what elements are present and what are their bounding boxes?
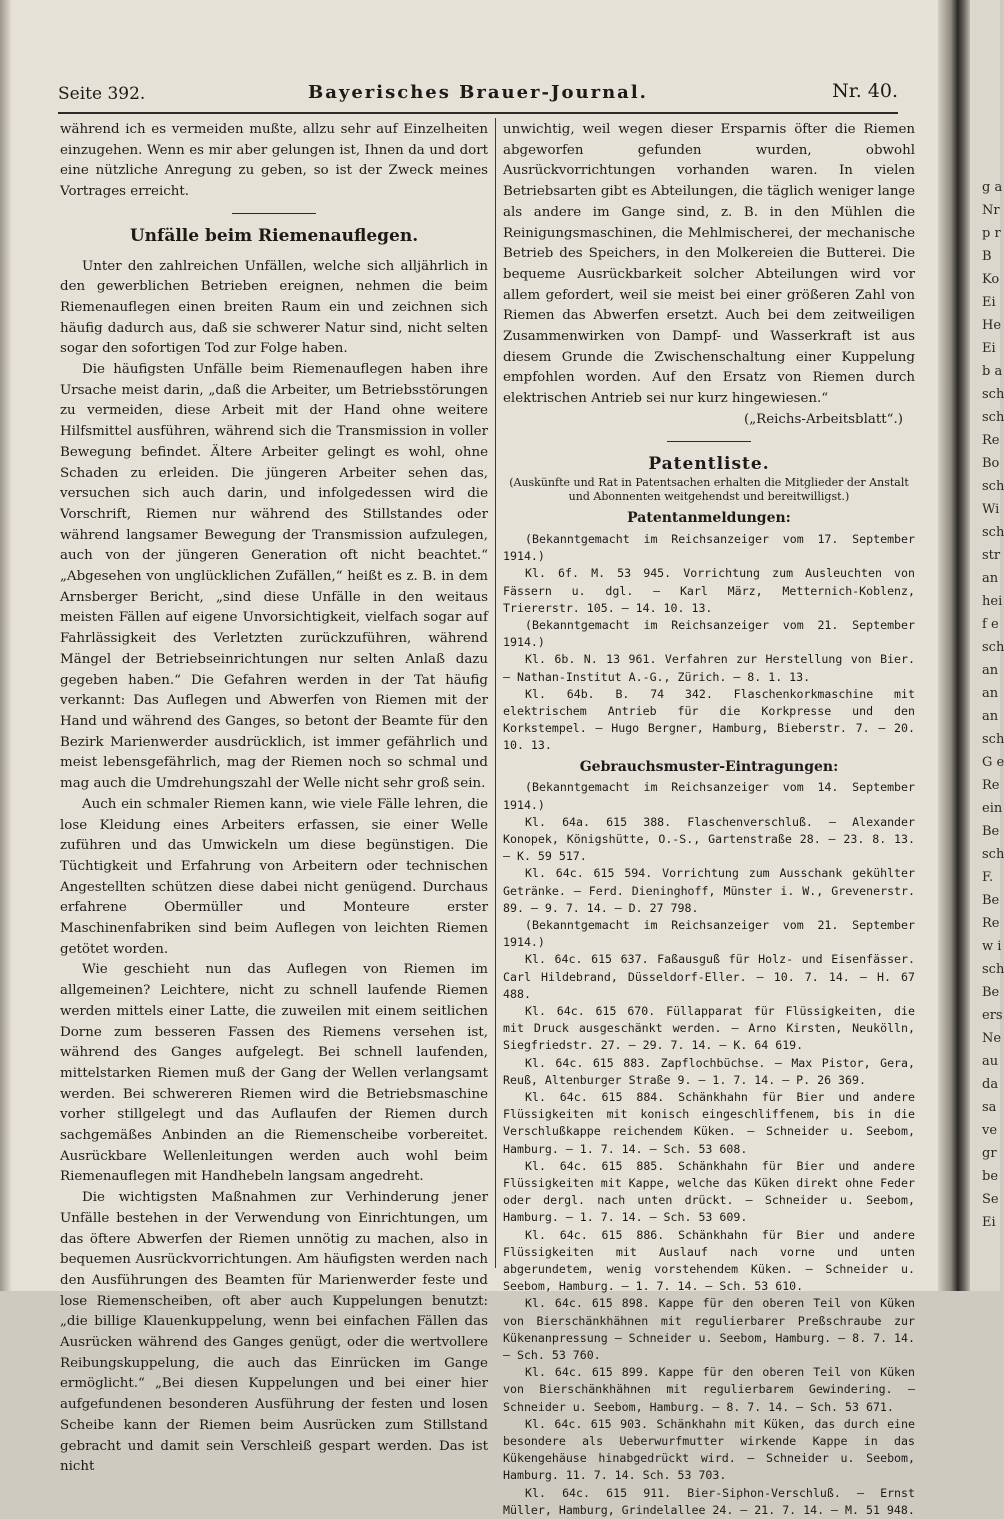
adjacent-page-fragment: B (982, 249, 992, 264)
section-divider (232, 213, 316, 214)
adjacent-page-fragment: p r (982, 226, 1001, 241)
adjacent-page-fragment: gr (982, 1146, 997, 1161)
adjacent-page-fragment: Ne (982, 1031, 1002, 1046)
utility-model-entry: Kl. 64c. 615 899. Kappe für den oberen Teil von Küken von Bierschänkhähnen mit regulierbarem Gewindering. — Schneider u. Seebom, Hamburg. — 8. 7. 14. — Sch. 53 671. (503, 1365, 915, 1414)
page-number: Seite 392. (58, 84, 146, 104)
announcement-line: (Bekanntgemacht im Reichsanzeiger vom 17. September 1914.) (503, 531, 915, 564)
adjacent-page-fragment: Re (982, 778, 1000, 793)
adjacent-page-fragment: Se (982, 1192, 999, 1207)
patent-list-note: (Auskünfte und Rat in Patentsachen erhalten die Mitglieder der Anstalt und Abonnenten weitgehendst und bereitwilligst.) (509, 476, 909, 504)
adjacent-page-fragment: an (982, 663, 999, 678)
utility-model-entry: Kl. 64c. 615 911. Bier-Siphon-Verschluß. — Ernst Müller, Hamburg, Grindelallee 24. — 21. 7. 14. — M. 51 948. (503, 1485, 915, 1517)
adjacent-page-fragment: g a (982, 180, 1003, 195)
article-paragraph: Auch ein schmaler Riemen kann, wie viele Fälle lehren, die lose Kleidung eines Arbeiters erfassen, sie einer Welle zuführen und das Umwickeln um diese begünstigen. Die Tüchtigkeit und Erfahrung von Arbeitern oder technischen Angestellten schützen diese dabei nicht genügend. Durchaus erfahrene Obermüller und Monteure erster Maschinenfabriken sind beim Auflegen von leichten Riemen getötet worden. (60, 796, 488, 957)
adjacent-page-fragment: sch (982, 479, 1004, 494)
adjacent-page-fragment: sch (982, 847, 1004, 862)
book-gutter (938, 0, 970, 1291)
utility-model-entry: Kl. 64c. 615 903. Schänkhahn mit Küken, das durch eine besondere als Ueberwurfmutter wirkende Kappe in das Kükengehäuse hinabgedrückt wird. — Schneider u. Seebom, Hamburg. 11. 7. 14. Sch. 53 703. (503, 1416, 915, 1483)
adjacent-page-fragment: Re (982, 916, 1000, 931)
adjacent-page-fragment: Be (982, 985, 1000, 1000)
utility-model-entry: Kl. 64c. 615 883. Zapflochbüchse. — Max Pistor, Gera, Reuß, Altenburger Straße 9. — 1. 7. 14. — P. 26 369. (503, 1055, 915, 1087)
adjacent-page-fragment: sch (982, 387, 1004, 402)
adjacent-page-fragment: Ko (982, 272, 1000, 287)
adjacent-page-fragment: da (982, 1077, 999, 1092)
article-paragraph: Wie geschieht nun das Auflegen von Riemen im allgemeinen? Leichtere, nicht zu schnell laufende Riemen werden mittels einer Latte, die zuweilen mit einem seitlichen Dorne zum besseren Fassen des Riemens versehen ist, während des Ganges aufgelegt. Bei schnell laufenden, mittelstarken Riemen muß der Gang der Wellen verlangsamt werden. Bei schwereren Riemen wird die Betriebsmaschine vorher stillgelegt und das Auflaufen der Riemen durch sachgemäßes Anbinden an die Riemenscheibe vorbereitet. Ausrückbare Wellenleitungen werden auch wohl beim Riemenauflegen mit Handhebeln langsam angedreht. (60, 962, 488, 1185)
article-source: („Reichs-Arbeitsblatt“.) (743, 411, 903, 427)
patent-entries (503, 531, 915, 755)
utility-model-entry: Kl. 64c. 615 637. Faßausguß für Holz- und Eisenfässer. Carl Hildebrand, Düsseldorf-Eller. — 10. 7. 14. — H. 67 488. (503, 952, 915, 1001)
adjacent-page-fragment: F. (982, 870, 994, 885)
article-paragraph: Die wichtigsten Maßnahmen zur Verhinderung jener Unfälle bestehen in der Verwendung von Einrichtungen, um das öftere Abwerfen der Riemen unnötig zu machen, also in bequemen Ausrückvorrichtungen. Am häufigsten werden nach den Ausführungen des Beamten für Marienwerder feste und lose Riemenscheiben, oft aber auch Kuppelungen benutzt: „die billige Klauenkuppelung, wenn bei einfachen Fällen das Ausrücken während des Ganges genügt, oder die wertvollere Reibungskuppelung, die auch das Einrücken im Gange ermöglicht.“ „Bei diesen Kuppelungen und bei einer hier aufgefundenen besonderen Ausführung der festen und losen Scheibe kann der Riemen beim Ausrücken zum Stillstand gebracht und damit sein Verschleiß gespart werden. Das ist nicht (60, 1190, 488, 1475)
adjacent-page-fragment: ers (982, 1008, 1003, 1023)
utility-model-entry: Kl. 64c. 615 898. Kappe für den oberen Teil von Küken von Bierschänkhähnen mit regulierbarer Preßschraube zur Kükenanpressung — Schneider u. Seebom, Hamburg. — 8. 7. 14. — Sch. 53 760. (503, 1296, 915, 1362)
adjacent-page-fragment: au (982, 1054, 999, 1069)
adjacent-page-fragment: Be (982, 824, 1000, 839)
adjacent-page-fragment: be (982, 1169, 999, 1184)
adjacent-page-fragment: Ei (982, 341, 996, 356)
utility-model-entry: Kl. 64c. 615 594. Vorrichtung zum Ausschank gekühlter Getränke. — Ferd. Dieninghoff, Münster i. W., Grevenerstr. 89. — 9. 7. 14. — D. 27 798. (503, 866, 915, 915)
adjacent-page-fragment: an (982, 686, 999, 701)
adjacent-page-edge (970, 0, 1004, 1291)
adjacent-page-fragment: hei (982, 594, 1003, 609)
adjacent-page-fragment: Re (982, 433, 1000, 448)
utility-models-heading: Gebrauchsmuster-Eintragungen: (579, 758, 839, 775)
patent-list-title: Patentliste. (648, 453, 770, 474)
adjacent-page-fragment: sch (982, 525, 1004, 540)
section-divider (667, 441, 751, 442)
adjacent-page-fragment: an (982, 571, 999, 586)
journal-title: Bayerisches Brauer-Journal. (308, 82, 648, 103)
adjacent-page-fragment: Bo (982, 456, 1000, 471)
adjacent-page-fragment: Be (982, 893, 1000, 908)
adjacent-page-fragment: Ei (982, 1215, 996, 1230)
page-edge-shadow (0, 0, 12, 1291)
adjacent-page-fragment: He (982, 318, 1002, 333)
patent-entry: Kl. 6b. N. 13 961. Verfahren zur Herstellung von Bier. — Nathan-Institut A.-G., Zürich. — 8. 1. 13. (503, 652, 915, 684)
right-column (503, 120, 915, 1519)
announcement-line: (Bekanntgemacht im Reichsanzeiger vom 14. September 1914.) (503, 780, 915, 812)
adjacent-page-fragment: ve (982, 1123, 998, 1138)
adjacent-page-fragment: ein (982, 801, 1003, 816)
adjacent-page-fragment: sch (982, 732, 1004, 747)
announcement-line: (Bekanntgemacht im Reichsanzeiger vom 21. September 1914.) (503, 917, 915, 950)
adjacent-page-fragment: an (982, 709, 999, 724)
utility-model-entry: Kl. 64a. 615 388. Flaschenverschluß. — Alexander Konopek, Königshütte, O.-S., Gartenstraße 28. — 23. 8. 13. — K. 59 517. (503, 814, 915, 864)
column-divider (495, 118, 496, 1268)
page-header (58, 78, 898, 108)
utility-model-entry: Kl. 64c. 615 886. Schänkhahn für Bier und andere Flüssigkeiten mit Auslauf nach vorne und unten abgerundetem, wenig vorstehendem Küken. — Schneider u. Seebom, Hamburg. — 1. 7. 14. — Sch. 53 610. (503, 1227, 915, 1294)
patent-applications-heading: Patentanmeldungen: (627, 510, 791, 527)
intro-paragraph: während ich es vermeiden mußte, allzu sehr auf Einzelheiten einzugehen. Wenn es mir aber gelungen ist, Ihnen da und dort eine nützliche Anregung zu geben, so ist der Zweck meines Vortrages erreicht. (60, 122, 488, 200)
adjacent-page-fragment: f e (982, 617, 999, 632)
adjacent-page-fragment: str (982, 548, 1001, 563)
article-paragraph: Die häufigsten Unfälle beim Riemenauflegen haben ihre Ursache meist darin, „daß die Arbeiter, um Betriebsstörungen zu vermeiden, diese Arbeit mit der Hand ohne weitere Hilfsmittel ausführen, während sich die Transmission in voller Bewegung befindet. Ältere Arbeiter gelingt es wohl, ohne Schaden zu erleiden. Die jüngeren Arbeiter sehen das, versuchen sich auch darin, und infolgedessen wird die Vorschrift, Riemen nur während des Stillstandes oder während langsamer Bewegung der Transmission aufzulegen, auch von der jüngeren Generation oft nicht beachtet.“ „Abgesehen von unglücklichen Zufällen,“ heißt es z. B. in dem Arnsberger Bericht, „sind diese Unfälle in den weitaus meisten Fällen auf eigene Unvorsichtigkeit, vielfach sogar auf Fahrlässigkeit des Verletzten zurückzuführen, während Mängel der Betriebseinrichtungen nur selten Anlaß dazu gegeben haben.“ Die Gefahren werden in der Tat häufig verkannt: Das Auflegen und Abwerfen von Riemen mit der Hand und während des Ganges, so betont der Beamte für den Bezirk Marienwerder ausdrücklich, ist immer gefährlich und meist lebensgefährlich, mag der Riemen noch so schmal und mag auch die Umdrehungszahl der Welle nicht sehr groß sein. (60, 362, 488, 792)
adjacent-page-fragment: sch (982, 962, 1004, 977)
adjacent-page-fragment: sch (982, 640, 1004, 655)
header-rule (58, 112, 898, 114)
adjacent-page-fragment: G e (982, 755, 1004, 770)
adjacent-page-fragment: Nr (982, 203, 1000, 218)
adjacent-page-fragment: sch (982, 410, 1004, 425)
adjacent-page-fragment: Wi (982, 502, 1000, 517)
utility-model-entries (503, 779, 915, 1519)
left-column (60, 120, 488, 1478)
adjacent-page-fragment: Ei (982, 295, 996, 310)
utility-model-entry: Kl. 64c. 615 884. Schänkhahn für Bier und andere Flüssigkeiten mit konisch eingeschliffenem, bis in die Verschlußkappe reichendem Küken. — Schneider u. Seebom, Hamburg. — 1. 7. 14. — Sch. 53 608. (503, 1089, 915, 1156)
adjacent-page-fragment: sa (982, 1100, 997, 1115)
patent-entry: Kl. 64b. B. 74 342. Flaschenkorkmaschine mit elektrischem Antrieb für die Korkpresse und den Korkstempel. — Hugo Bergner, Hamburg, Bieberstr. 7. — 20. 10. 13. (503, 686, 915, 753)
issue-number: Nr. 40. (832, 80, 898, 102)
utility-model-entry: Kl. 64c. 615 670. Füllapparat für Flüssigkeiten, die mit Druck ausgeschänkt werden. — Arno Kirsten, Neukölln, Siegfriedstr. 27. — 29. 7. 14. — K. 64 619. (503, 1003, 915, 1053)
adjacent-page-fragment: w i (982, 939, 1002, 954)
adjacent-page-fragment: b a (982, 364, 1003, 379)
article-continuation: unwichtig, weil wegen dieser Ersparnis öfter die Riemen abgeworfen gefunden wurden, obwohl Ausrückvorrichtungen vorhanden waren. In vielen Betriebsarten gibt es Abteilungen, die täglich weniger lange als andere im Gange sind, z. B. in den Mühlen die Reinigungsmaschinen, die Mehlmischerei, der mechanische Betrieb des Speichers, in den Molkereien die Butterei. Die bequeme Ausrückbarkeit solcher Abteilungen wird vor allem gefordert, weil sie meist bei einer größeren Zahl von Riemen das Abwerfen ersetzt. Auch bei dem zeitweiligen Zusammenwirken von Dampf- und Wasserkraft ist aus diesem Grunde die Zwischenschaltung einer Kuppelung empfohlen worden. Auf den Ersatz von Riemen durch elektrischen Antrieb sei nur kurz hingewiesen.“ (503, 122, 915, 407)
article-paragraph: Unter den zahlreichen Unfällen, welche sich alljährlich in den gewerblichen Betrieben ereignen, nehmen die beim Riemenauflegen einen breiten Raum ein und zeichnen sich häufig dadurch aus, daß sie schwerer Natur sind, nicht selten sogar den sofortigen Tod zur Folge haben. (60, 258, 488, 357)
announcement-line: (Bekanntgemacht im Reichsanzeiger vom 21. September 1914.) (503, 617, 915, 650)
patent-entry: Kl. 6f. M. 53 945. Vorrichtung zum Ausleuchten von Fässern u. dgl. — Karl März, Metternich-Koblenz, Triererstr. 105. — 14. 10. 13. (503, 566, 915, 615)
article-title: Unfälle beim Riemenauflegen. (129, 225, 419, 246)
utility-model-entry: Kl. 64c. 615 885. Schänkhahn für Bier und andere Flüssigkeiten mit Kappe, welche das Küken direkt ohne Feder oder dergl. nach unten drückt. — Schneider u. Seebom, Hamburg. — 1. 7. 14. — Sch. 53 609. (503, 1158, 915, 1225)
